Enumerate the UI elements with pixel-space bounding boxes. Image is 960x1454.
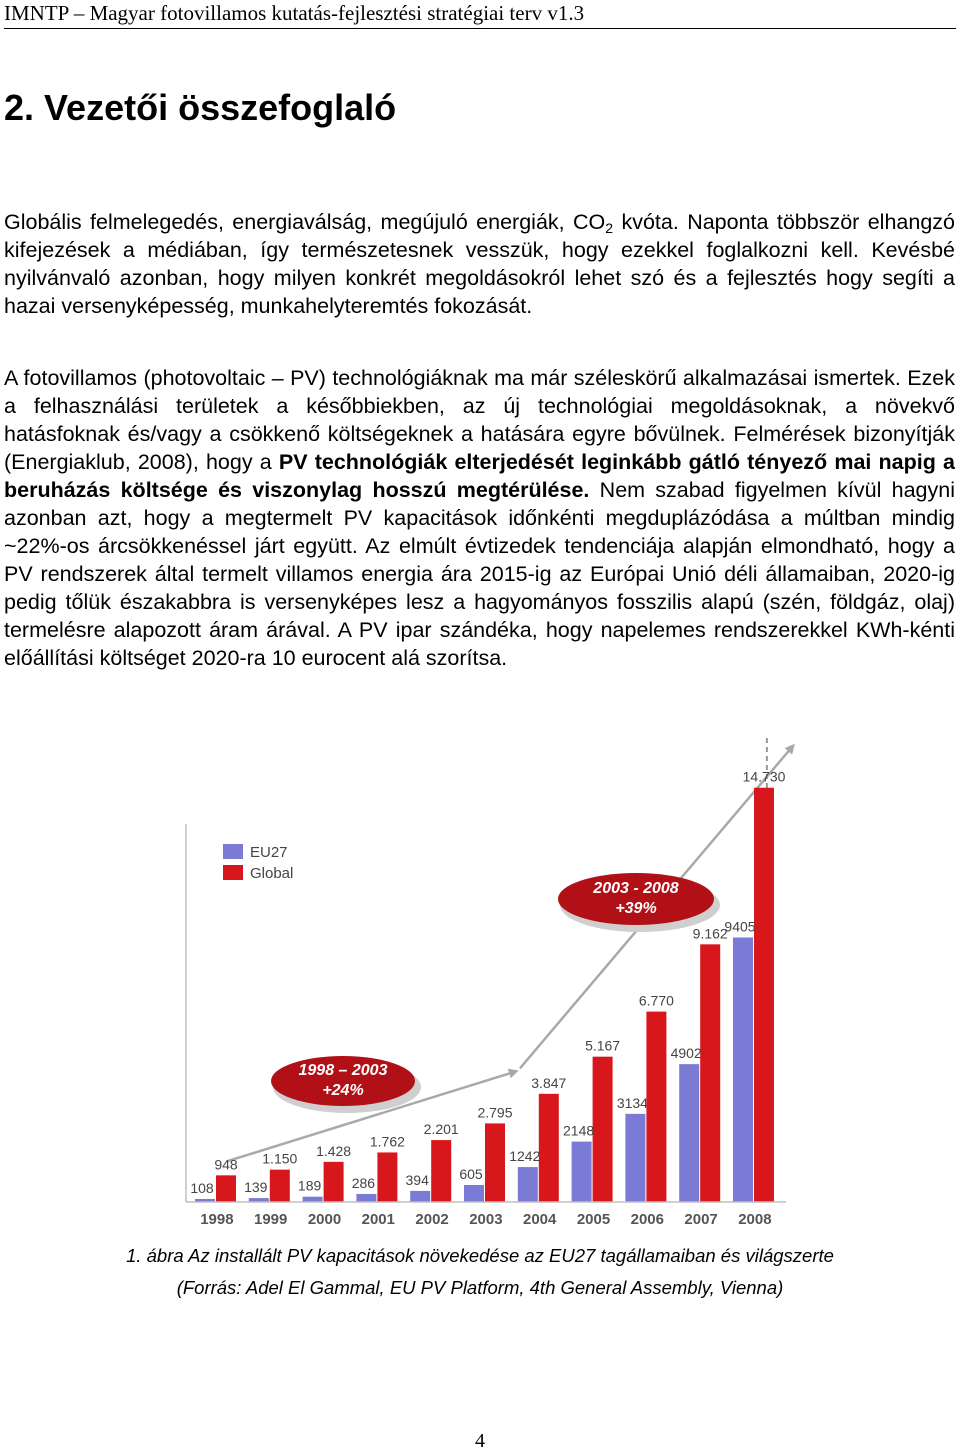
data-label-eu27-1999: 139 (244, 1179, 268, 1196)
page-number: 4 (475, 1430, 485, 1452)
bar-eu27-2006 (625, 1114, 645, 1202)
data-label-eu27-2004: 1242 (509, 1148, 541, 1165)
growth-badge-2003-2008 (558, 873, 720, 932)
x-tick-1999: 1999 (254, 1211, 288, 1228)
x-tick-2001: 2001 (361, 1211, 395, 1228)
data-label-global-2003: 2.795 (477, 1104, 513, 1121)
data-label-eu27-2003: 605 (459, 1165, 483, 1182)
legend-label-eu27: EU27 (250, 844, 288, 861)
data-label-eu27-2001: 286 (351, 1174, 376, 1191)
data-label-global-2004: 3.847 (531, 1074, 567, 1091)
data-label-eu27-2005: 2148 (563, 1122, 595, 1139)
legend-swatch-global (223, 865, 243, 880)
legend-swatch-eu27 (223, 844, 243, 859)
data-label-eu27-2002: 394 (405, 1171, 429, 1188)
bar-eu27-2008 (733, 937, 753, 1202)
x-tick-2002: 2002 (415, 1211, 449, 1228)
data-label-global-2005: 5.167 (585, 1037, 621, 1054)
data-label-global-2006: 6.770 (638, 992, 674, 1009)
running-header (4, 0, 956, 29)
x-tick-2005: 2005 (576, 1211, 611, 1228)
data-label-global-2008: 14.730 (742, 768, 786, 785)
ticks-layer (200, 1211, 771, 1228)
bar-global-2006 (646, 1012, 666, 1202)
data-label-eu27-1998: 108 (190, 1179, 214, 1196)
bar-eu27-2001 (356, 1194, 376, 1202)
data-label-global-1998: 948 (214, 1156, 238, 1173)
paragraph-pv-bold: PV technológiák elterjedését leginkább gátló tényező mai napig a beruházás költsége és viszonylag hosszú megtérülése. (4, 450, 955, 502)
paragraph-pv-text-1: A fotovillamos (photovoltaic – PV) technológiáknak ma már széleskörű alkalmazásai ismertek. Ezek a felhasználási területek a későbbiekben, az új technológiai megoldásoknak, a növekvő hatásfoknak és/vagy a csökkenő költségeknek a hatására egyre bővülnek. Felmérések bizonyítják (Energiaklub, 2008), hogy a (4, 366, 955, 474)
paragraph-intro-text-2: kvóta. Naponta többször elhangzó kifejezések a médiában, így természetesnek vesszük, hogy ezekkel foglalkozni kell. Kevésbé nyilvánvaló azonban, hogy milyen konkrét megoldásokról lehet szó és a fejlesztés hogy segíti a hazai versenyképesség, munkahelyteremtés fokozását. (4, 210, 955, 318)
bar-eu27-2004 (518, 1167, 538, 1202)
bar-eu27-2005 (572, 1142, 592, 1202)
data-label-eu27-2008: 9405 (724, 918, 756, 935)
x-tick-2008: 2008 (738, 1211, 772, 1228)
paragraph-pv-text-2: Nem szabad figyelmen kívül hagyni azonban azt, hogy a megtermelt PV kapacitások időnkénti megduplázódása a múltban mindig ~22%-os árcsökkenéssel járt együtt. Az elmúlt évtizedek tendenciája alapján elmondható, hogy a PV rendszerek által termelt villamos energia ára 2015-ig az Európai Unió déli államaiban, 2020-ig pedig tőlük északabbra is versenyképes lesz a hagyományos fosszilis alapú (szén, földgáz, olaj) termelésre alapozott áram árával. A PV ipar szándéka, hogy napelemes rendszerekkel KWh-kénti előállítási költséget 2020-ra 10 eurocent alá szorítsa. (4, 478, 955, 670)
paragraph-intro-text-1: Globális felmelegedés, energiaválság, megújuló energiák, CO (4, 210, 606, 234)
x-tick-2007: 2007 (684, 1211, 718, 1228)
data-label-eu27-2000: 189 (297, 1177, 322, 1194)
growth-badge-1998-2003-period: 1998 – 2003 (298, 1062, 388, 1079)
header-dash: – (73, 1, 85, 25)
data-label-eu27-2006: 3134 (616, 1094, 648, 1111)
bar-global-2001 (377, 1152, 397, 1202)
header-title: Magyar fotovillamos kutatás-fejlesztési stratégiai terv v1.3 (89, 1, 585, 25)
section-title: 2. Vezetői összefoglaló (4, 87, 397, 128)
data-label-global-2007: 9.162 (692, 925, 728, 942)
x-tick-2003: 2003 (469, 1211, 503, 1228)
x-tick-2006: 2006 (630, 1211, 664, 1228)
bar-global-2003 (485, 1123, 505, 1202)
growth-badge-1998-2003 (271, 1056, 421, 1113)
co2-subscript: 2 (605, 220, 614, 236)
data-label-global-1999: 1.150 (262, 1150, 298, 1167)
bar-eu27-2000 (303, 1197, 323, 1202)
bar-global-2007 (700, 944, 720, 1202)
pv-capacity-chart (180, 738, 796, 1233)
x-tick-1998: 1998 (200, 1211, 234, 1228)
data-label-eu27-2007: 4902 (670, 1045, 702, 1062)
bar-global-1999 (270, 1170, 290, 1202)
bar-global-2008 (754, 788, 774, 1202)
data-label-global-2002: 2.201 (423, 1121, 459, 1138)
bar-global-2004 (539, 1094, 559, 1202)
growth-badge-2003-2008-growth: +39% (615, 900, 657, 917)
figure-caption: 1. ábra Az installált PV kapacitások növekedése az EU27 tagállamaiban és világszerte (126, 1245, 834, 1266)
bar-eu27-2002 (410, 1191, 430, 1202)
chart-legend (223, 844, 293, 882)
growth-badge-1998-2003-growth: +24% (322, 1082, 364, 1099)
paragraph-pv (4, 364, 955, 672)
data-label-global-2000: 1.428 (316, 1142, 352, 1159)
x-tick-2004: 2004 (523, 1211, 557, 1228)
bar-eu27-2007 (679, 1064, 699, 1202)
bar-global-2000 (324, 1162, 344, 1202)
figure-source: (Forrás: Adel El Gammal, EU PV Platform, 4th General Assembly, Vienna) (176, 1277, 784, 1298)
bar-global-2002 (431, 1140, 451, 1202)
header-code: IMNTP (4, 1, 69, 25)
bar-global-1998 (216, 1175, 236, 1202)
bar-global-2005 (593, 1057, 613, 1202)
growth-badge-2003-2008-period: 2003 - 2008 (593, 880, 679, 897)
paragraph-intro (4, 208, 955, 320)
data-label-global-2001: 1.762 (369, 1133, 405, 1150)
legend-label-global: Global (250, 865, 294, 882)
chart-svg (180, 738, 796, 1233)
x-tick-2000: 2000 (307, 1211, 342, 1228)
bar-eu27-2003 (464, 1185, 484, 1202)
